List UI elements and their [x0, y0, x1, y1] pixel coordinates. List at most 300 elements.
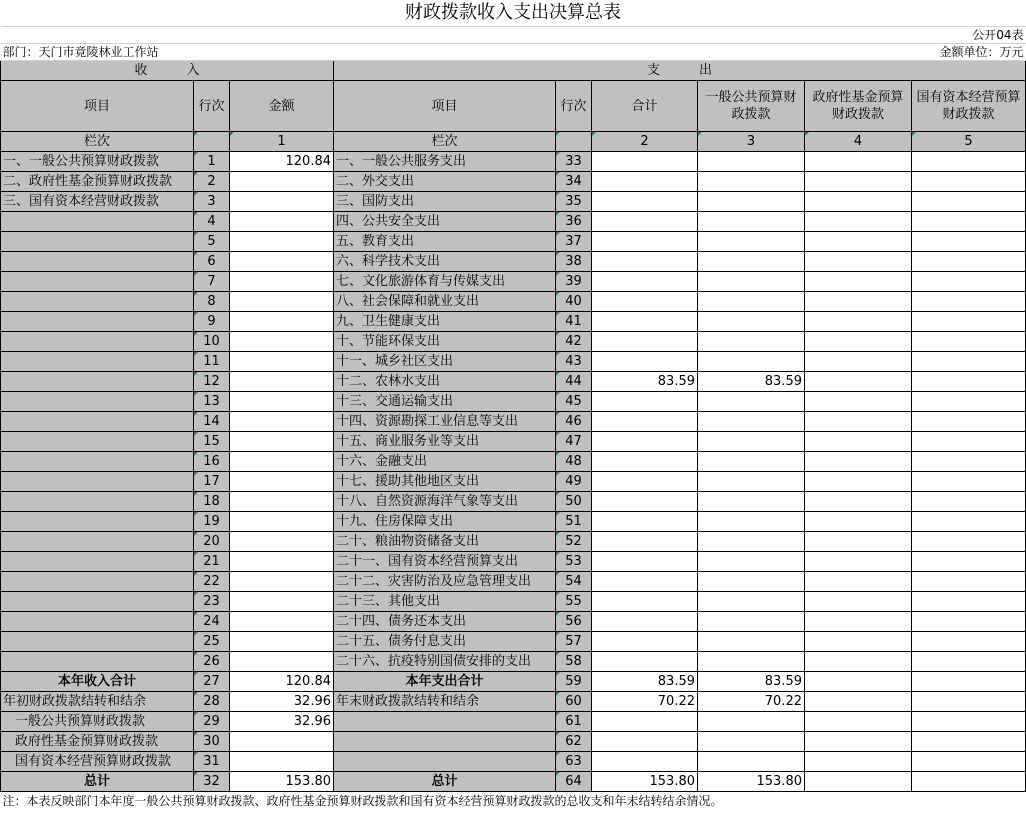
income-amount[interactable] — [230, 612, 334, 632]
income-row-number[interactable]: 30 — [194, 732, 230, 752]
income-item[interactable]: 二、政府性基金预算财政拨款 — [1, 172, 194, 192]
expenditure-state-capital[interactable] — [912, 472, 1026, 492]
expenditure-gov-fund[interactable] — [805, 152, 912, 172]
expenditure-gov-fund[interactable] — [805, 192, 912, 212]
expenditure-total[interactable] — [592, 712, 698, 732]
income-item[interactable] — [1, 412, 194, 432]
income-item[interactable] — [1, 252, 194, 272]
income-item[interactable] — [1, 552, 194, 572]
income-item[interactable] — [1, 532, 194, 552]
expenditure-total[interactable] — [592, 532, 698, 552]
expenditure-state-capital[interactable] — [912, 452, 1026, 472]
expenditure-state-capital[interactable] — [912, 492, 1026, 512]
expenditure-general-budget[interactable]: 83.59 — [698, 372, 805, 392]
income-amount[interactable] — [230, 232, 334, 252]
income-amount[interactable] — [230, 372, 334, 392]
income-row-number[interactable]: 7 — [194, 272, 230, 292]
expenditure-general-budget[interactable] — [698, 572, 805, 592]
income-item[interactable] — [1, 472, 194, 492]
expenditure-general-budget[interactable] — [698, 392, 805, 412]
income-row-number[interactable]: 25 — [194, 632, 230, 652]
income-item[interactable] — [1, 592, 194, 612]
expenditure-gov-fund[interactable] — [805, 472, 912, 492]
expenditure-row-number[interactable]: 57 — [556, 632, 592, 652]
expenditure-general-budget[interactable] — [698, 232, 805, 252]
income-amount[interactable] — [230, 452, 334, 472]
expenditure-gov-fund[interactable] — [805, 552, 912, 572]
expenditure-state-capital[interactable] — [912, 632, 1026, 652]
expenditure-general-budget[interactable] — [698, 352, 805, 372]
expenditure-row-number[interactable]: 54 — [556, 572, 592, 592]
expenditure-item[interactable]: 十四、资源勘探工业信息等支出 — [334, 412, 556, 432]
expenditure-row-number[interactable]: 55 — [556, 592, 592, 612]
expenditure-state-capital[interactable] — [912, 252, 1026, 272]
expenditure-general-budget[interactable] — [698, 432, 805, 452]
expenditure-general-budget[interactable] — [698, 472, 805, 492]
income-item[interactable]: 总计 — [1, 772, 194, 792]
col-header-total: 合计 — [592, 81, 698, 132]
expenditure-item[interactable]: 五、教育支出 — [334, 232, 556, 252]
expenditure-general-budget[interactable] — [698, 512, 805, 532]
expenditure-item[interactable]: 十二、农林水支出 — [334, 372, 556, 392]
income-item[interactable]: 政府性基金预算财政拨款 — [1, 732, 194, 752]
income-item[interactable] — [1, 292, 194, 312]
expenditure-state-capital[interactable] — [912, 372, 1026, 392]
income-item[interactable] — [1, 632, 194, 652]
expenditure-item[interactable]: 一、一般公共服务支出 — [334, 152, 556, 172]
expenditure-gov-fund[interactable] — [805, 412, 912, 432]
expenditure-gov-fund[interactable] — [805, 672, 912, 692]
expenditure-header: 支 出 — [334, 61, 1026, 81]
income-amount[interactable] — [230, 652, 334, 672]
expenditure-gov-fund[interactable] — [805, 512, 912, 532]
income-row-number[interactable]: 32 — [194, 772, 230, 792]
expenditure-total[interactable] — [592, 412, 698, 432]
expenditure-general-budget[interactable] — [698, 752, 805, 772]
expenditure-general-budget[interactable] — [698, 592, 805, 612]
income-amount[interactable] — [230, 252, 334, 272]
expenditure-state-capital[interactable] — [912, 732, 1026, 752]
expenditure-gov-fund[interactable] — [805, 332, 912, 352]
expenditure-row-number[interactable]: 35 — [556, 192, 592, 212]
expenditure-row-number[interactable]: 41 — [556, 312, 592, 332]
expenditure-item[interactable]: 总计 — [334, 772, 556, 792]
expenditure-general-budget[interactable]: 153.80 — [698, 772, 805, 792]
income-row-number[interactable]: 27 — [194, 672, 230, 692]
expenditure-total[interactable] — [592, 392, 698, 412]
expenditure-state-capital[interactable] — [912, 332, 1026, 352]
col-header-gov-fund: 政府性基金预算财政拨款 — [805, 81, 912, 132]
expenditure-general-budget[interactable] — [698, 212, 805, 232]
expenditure-gov-fund[interactable] — [805, 252, 912, 272]
income-amount[interactable] — [230, 532, 334, 552]
expenditure-general-budget[interactable] — [698, 492, 805, 512]
expenditure-item[interactable]: 四、公共安全支出 — [334, 212, 556, 232]
expenditure-item[interactable]: 十八、自然资源海洋气象等支出 — [334, 492, 556, 512]
income-row-number[interactable]: 18 — [194, 492, 230, 512]
expenditure-general-budget[interactable] — [698, 252, 805, 272]
expenditure-gov-fund[interactable] — [805, 712, 912, 732]
expenditure-general-budget[interactable] — [698, 292, 805, 312]
income-row-number[interactable]: 11 — [194, 352, 230, 372]
expenditure-item[interactable]: 二十五、债务付息支出 — [334, 632, 556, 652]
expenditure-row-number[interactable]: 38 — [556, 252, 592, 272]
income-item[interactable] — [1, 392, 194, 412]
col-header-item: 项目 — [334, 81, 556, 132]
income-amount[interactable] — [230, 192, 334, 212]
income-amount[interactable] — [230, 732, 334, 752]
expenditure-gov-fund[interactable] — [805, 372, 912, 392]
income-amount[interactable] — [230, 292, 334, 312]
expenditure-total[interactable] — [592, 732, 698, 752]
expenditure-general-budget[interactable] — [698, 192, 805, 212]
income-item[interactable] — [1, 212, 194, 232]
expenditure-state-capital[interactable] — [912, 672, 1026, 692]
expenditure-total[interactable] — [592, 552, 698, 572]
table-row — [1, 372, 1026, 392]
income-row-number[interactable]: 29 — [194, 712, 230, 732]
expenditure-state-capital[interactable] — [912, 192, 1026, 212]
expenditure-state-capital[interactable] — [912, 232, 1026, 252]
expenditure-state-capital[interactable] — [912, 712, 1026, 732]
expenditure-gov-fund[interactable] — [805, 352, 912, 372]
income-amount[interactable]: 120.84 — [230, 672, 334, 692]
income-item[interactable] — [1, 652, 194, 672]
income-row-number[interactable]: 12 — [194, 372, 230, 392]
expenditure-general-budget[interactable] — [698, 312, 805, 332]
expenditure-row-number[interactable]: 52 — [556, 532, 592, 552]
income-row-number[interactable]: 20 — [194, 532, 230, 552]
income-item[interactable] — [1, 352, 194, 372]
expenditure-item[interactable]: 二十六、抗疫特别国债安排的支出 — [334, 652, 556, 672]
expenditure-total[interactable] — [592, 212, 698, 232]
expenditure-state-capital[interactable] — [912, 752, 1026, 772]
expenditure-item[interactable]: 六、科学技术支出 — [334, 252, 556, 272]
income-row-number[interactable]: 8 — [194, 292, 230, 312]
income-amount[interactable]: 120.84 — [230, 152, 334, 172]
income-amount[interactable] — [230, 632, 334, 652]
expenditure-row-number[interactable]: 56 — [556, 612, 592, 632]
expenditure-total[interactable] — [592, 172, 698, 192]
expenditure-general-budget[interactable] — [698, 412, 805, 432]
expenditure-state-capital[interactable] — [912, 312, 1026, 332]
expenditure-row-number[interactable]: 37 — [556, 232, 592, 252]
expenditure-general-budget[interactable]: 70.22 — [698, 692, 805, 712]
expenditure-state-capital[interactable] — [912, 612, 1026, 632]
expenditure-item[interactable]: 二十、粮油物资储备支出 — [334, 532, 556, 552]
income-amount[interactable]: 153.80 — [230, 772, 334, 792]
expenditure-state-capital[interactable] — [912, 412, 1026, 432]
expenditure-state-capital[interactable] — [912, 292, 1026, 312]
expenditure-row-number[interactable]: 46 — [556, 412, 592, 432]
expenditure-general-budget[interactable] — [698, 632, 805, 652]
expenditure-total[interactable] — [592, 312, 698, 332]
expenditure-total[interactable] — [592, 192, 698, 212]
income-row-number[interactable]: 1 — [194, 152, 230, 172]
expenditure-row-number[interactable]: 48 — [556, 452, 592, 472]
expenditure-row-number[interactable]: 42 — [556, 332, 592, 352]
expenditure-state-capital[interactable] — [912, 432, 1026, 452]
col-header-item: 项目 — [1, 81, 194, 132]
expenditure-state-capital[interactable] — [912, 552, 1026, 572]
expenditure-total[interactable] — [592, 752, 698, 772]
expenditure-row-number[interactable]: 63 — [556, 752, 592, 772]
expenditure-item[interactable]: 二十四、债务还本支出 — [334, 612, 556, 632]
income-item[interactable] — [1, 272, 194, 292]
income-amount[interactable] — [230, 212, 334, 232]
income-row-number[interactable]: 19 — [194, 512, 230, 532]
income-item[interactable] — [1, 232, 194, 252]
expenditure-gov-fund[interactable] — [805, 532, 912, 552]
expenditure-gov-fund[interactable] — [805, 772, 912, 792]
expenditure-row-number[interactable]: 49 — [556, 472, 592, 492]
expenditure-total[interactable] — [592, 432, 698, 452]
expenditure-gov-fund[interactable] — [805, 432, 912, 452]
expenditure-general-budget[interactable] — [698, 272, 805, 292]
expenditure-row-number[interactable]: 39 — [556, 272, 592, 292]
expenditure-gov-fund[interactable] — [805, 632, 912, 652]
expenditure-row-number[interactable]: 44 — [556, 372, 592, 392]
expenditure-total[interactable] — [592, 572, 698, 592]
income-row-number[interactable]: 3 — [194, 192, 230, 212]
expenditure-total[interactable] — [592, 652, 698, 672]
income-row-number[interactable]: 17 — [194, 472, 230, 492]
income-row-number[interactable]: 5 — [194, 232, 230, 252]
expenditure-general-budget[interactable]: 83.59 — [698, 672, 805, 692]
income-item[interactable] — [1, 612, 194, 632]
income-amount[interactable] — [230, 752, 334, 772]
income-amount[interactable] — [230, 572, 334, 592]
expenditure-total[interactable] — [592, 252, 698, 272]
income-amount[interactable] — [230, 512, 334, 532]
expenditure-row-number[interactable]: 50 — [556, 492, 592, 512]
expenditure-general-budget[interactable] — [698, 712, 805, 732]
expenditure-item[interactable]: 十一、城乡社区支出 — [334, 352, 556, 372]
expenditure-total[interactable]: 153.80 — [592, 772, 698, 792]
income-amount[interactable] — [230, 352, 334, 372]
expenditure-item[interactable] — [334, 712, 556, 732]
expenditure-total[interactable] — [592, 512, 698, 532]
expenditure-gov-fund[interactable] — [805, 172, 912, 192]
expenditure-state-capital[interactable] — [912, 212, 1026, 232]
expenditure-item[interactable]: 十三、交通运输支出 — [334, 392, 556, 412]
income-amount[interactable] — [230, 412, 334, 432]
income-item[interactable]: 年初财政拨款结转和结余 — [1, 692, 194, 712]
income-item[interactable]: 本年收入合计 — [1, 672, 194, 692]
income-amount[interactable] — [230, 172, 334, 192]
income-row-number[interactable]: 6 — [194, 252, 230, 272]
expenditure-gov-fund[interactable] — [805, 492, 912, 512]
expenditure-total[interactable] — [592, 492, 698, 512]
income-amount[interactable] — [230, 472, 334, 492]
expenditure-row-number[interactable]: 53 — [556, 552, 592, 572]
expenditure-state-capital[interactable] — [912, 592, 1026, 612]
expenditure-item[interactable]: 二十三、其他支出 — [334, 592, 556, 612]
expenditure-gov-fund[interactable] — [805, 392, 912, 412]
expenditure-general-budget[interactable] — [698, 152, 805, 172]
expenditure-row-number[interactable]: 61 — [556, 712, 592, 732]
expenditure-row-number[interactable]: 36 — [556, 212, 592, 232]
expenditure-item[interactable]: 十、节能环保支出 — [334, 332, 556, 352]
expenditure-row-number[interactable]: 33 — [556, 152, 592, 172]
income-item[interactable] — [1, 452, 194, 472]
column-index: 1 — [230, 132, 334, 152]
expenditure-item[interactable]: 十五、商业服务业等支出 — [334, 432, 556, 452]
expenditure-total[interactable] — [592, 292, 698, 312]
income-row-number[interactable]: 13 — [194, 392, 230, 412]
expenditure-general-budget[interactable] — [698, 172, 805, 192]
expenditure-state-capital[interactable] — [912, 172, 1026, 192]
expenditure-item[interactable] — [334, 752, 556, 772]
expenditure-state-capital[interactable] — [912, 572, 1026, 592]
income-amount[interactable] — [230, 332, 334, 352]
income-amount[interactable] — [230, 272, 334, 292]
income-item[interactable] — [1, 372, 194, 392]
income-row-number[interactable]: 10 — [194, 332, 230, 352]
expenditure-row-number[interactable]: 47 — [556, 432, 592, 452]
expenditure-state-capital[interactable] — [912, 692, 1026, 712]
income-row-number[interactable]: 21 — [194, 552, 230, 572]
expenditure-item[interactable]: 十九、住房保障支出 — [334, 512, 556, 532]
expenditure-total[interactable] — [592, 272, 698, 292]
expenditure-item[interactable]: 八、社会保障和就业支出 — [334, 292, 556, 312]
expenditure-general-budget[interactable] — [698, 612, 805, 632]
expenditure-total[interactable] — [592, 232, 698, 252]
expenditure-total[interactable] — [592, 612, 698, 632]
income-item[interactable]: 国有资本经营预算财政拨款 — [1, 752, 194, 772]
expenditure-gov-fund[interactable] — [805, 592, 912, 612]
expenditure-item[interactable]: 十六、金融支出 — [334, 452, 556, 472]
expenditure-row-number[interactable]: 58 — [556, 652, 592, 672]
expenditure-row-number[interactable]: 59 — [556, 672, 592, 692]
expenditure-item[interactable]: 二十一、国有资本经营预算支出 — [334, 552, 556, 572]
income-item[interactable] — [1, 332, 194, 352]
expenditure-state-capital[interactable] — [912, 352, 1026, 372]
income-row-number[interactable]: 24 — [194, 612, 230, 632]
income-row-number[interactable]: 9 — [194, 312, 230, 332]
expenditure-state-capital[interactable] — [912, 392, 1026, 412]
income-item[interactable] — [1, 572, 194, 592]
expenditure-total[interactable]: 83.59 — [592, 372, 698, 392]
income-row-number[interactable]: 31 — [194, 752, 230, 772]
expenditure-general-budget[interactable] — [698, 532, 805, 552]
expenditure-item[interactable]: 二、外交支出 — [334, 172, 556, 192]
expenditure-state-capital[interactable] — [912, 272, 1026, 292]
expenditure-item[interactable]: 二十二、灾害防治及应急管理支出 — [334, 572, 556, 592]
expenditure-general-budget[interactable] — [698, 732, 805, 752]
expenditure-state-capital[interactable] — [912, 772, 1026, 792]
form-code: 公开04表 — [912, 27, 1026, 44]
expenditure-gov-fund[interactable] — [805, 292, 912, 312]
expenditure-gov-fund[interactable] — [805, 692, 912, 712]
income-row-number[interactable]: 15 — [194, 432, 230, 452]
expenditure-row-number[interactable]: 64 — [556, 772, 592, 792]
table-row — [1, 612, 1026, 632]
income-item[interactable] — [1, 512, 194, 532]
expenditure-general-budget[interactable] — [698, 552, 805, 572]
expenditure-item[interactable]: 十七、援助其他地区支出 — [334, 472, 556, 492]
expenditure-item[interactable]: 七、文化旅游体育与传媒支出 — [334, 272, 556, 292]
expenditure-row-number[interactable]: 34 — [556, 172, 592, 192]
expenditure-item[interactable]: 三、国防支出 — [334, 192, 556, 212]
income-row-number[interactable]: 4 — [194, 212, 230, 232]
expenditure-row-number[interactable]: 60 — [556, 692, 592, 712]
expenditure-row-number[interactable]: 51 — [556, 512, 592, 532]
expenditure-general-budget[interactable] — [698, 332, 805, 352]
table-row — [1, 232, 1026, 252]
expenditure-total[interactable] — [592, 632, 698, 652]
income-item[interactable]: 一般公共预算财政拨款 — [1, 712, 194, 732]
expenditure-state-capital[interactable] — [912, 532, 1026, 552]
income-row-number[interactable]: 16 — [194, 452, 230, 472]
expenditure-row-number[interactable]: 40 — [556, 292, 592, 312]
expenditure-state-capital[interactable] — [912, 512, 1026, 532]
expenditure-gov-fund[interactable] — [805, 572, 912, 592]
income-item[interactable] — [1, 432, 194, 452]
unit-label: 金额单位：万元 — [912, 44, 1026, 61]
expenditure-gov-fund[interactable] — [805, 232, 912, 252]
expenditure-total[interactable] — [592, 152, 698, 172]
expenditure-general-budget[interactable] — [698, 452, 805, 472]
expenditure-row-number[interactable]: 45 — [556, 392, 592, 412]
income-item[interactable]: 一、一般公共预算财政拨款 — [1, 152, 194, 172]
expenditure-gov-fund[interactable] — [805, 452, 912, 472]
expenditure-state-capital[interactable] — [912, 152, 1026, 172]
income-amount[interactable] — [230, 592, 334, 612]
expenditure-gov-fund[interactable] — [805, 212, 912, 232]
income-amount[interactable] — [230, 392, 334, 412]
expenditure-state-capital[interactable] — [912, 652, 1026, 672]
income-row-number[interactable]: 22 — [194, 572, 230, 592]
expenditure-total[interactable] — [592, 472, 698, 492]
expenditure-item[interactable]: 年末财政拨款结转和结余 — [334, 692, 556, 712]
income-row-number[interactable]: 28 — [194, 692, 230, 712]
expenditure-gov-fund[interactable] — [805, 272, 912, 292]
expenditure-total[interactable]: 70.22 — [592, 692, 698, 712]
expenditure-total[interactable] — [592, 332, 698, 352]
expenditure-item[interactable] — [334, 732, 556, 752]
expenditure-gov-fund[interactable] — [805, 752, 912, 772]
income-row-number[interactable]: 2 — [194, 172, 230, 192]
expenditure-gov-fund[interactable] — [805, 732, 912, 752]
income-row-number[interactable]: 14 — [194, 412, 230, 432]
expenditure-gov-fund[interactable] — [805, 312, 912, 332]
income-amount[interactable] — [230, 492, 334, 512]
income-item[interactable]: 三、国有资本经营财政拨款 — [1, 192, 194, 212]
income-row-number[interactable]: 23 — [194, 592, 230, 612]
income-amount[interactable] — [230, 432, 334, 452]
expenditure-gov-fund[interactable] — [805, 652, 912, 672]
expenditure-row-number[interactable]: 62 — [556, 732, 592, 752]
expenditure-item[interactable]: 本年支出合计 — [334, 672, 556, 692]
expenditure-total[interactable] — [592, 592, 698, 612]
income-amount[interactable]: 32.96 — [230, 712, 334, 732]
expenditure-gov-fund[interactable] — [805, 612, 912, 632]
expenditure-row-number[interactable]: 43 — [556, 352, 592, 372]
income-amount[interactable] — [230, 552, 334, 572]
expenditure-total[interactable]: 83.59 — [592, 672, 698, 692]
expenditure-general-budget[interactable] — [698, 652, 805, 672]
expenditure-item[interactable]: 九、卫生健康支出 — [334, 312, 556, 332]
income-amount[interactable] — [230, 312, 334, 332]
income-item[interactable] — [1, 492, 194, 512]
income-item[interactable] — [1, 312, 194, 332]
table-row — [1, 212, 1026, 232]
income-row-number[interactable]: 26 — [194, 652, 230, 672]
income-amount[interactable]: 32.96 — [230, 692, 334, 712]
expenditure-total[interactable] — [592, 352, 698, 372]
expenditure-total[interactable] — [592, 452, 698, 472]
